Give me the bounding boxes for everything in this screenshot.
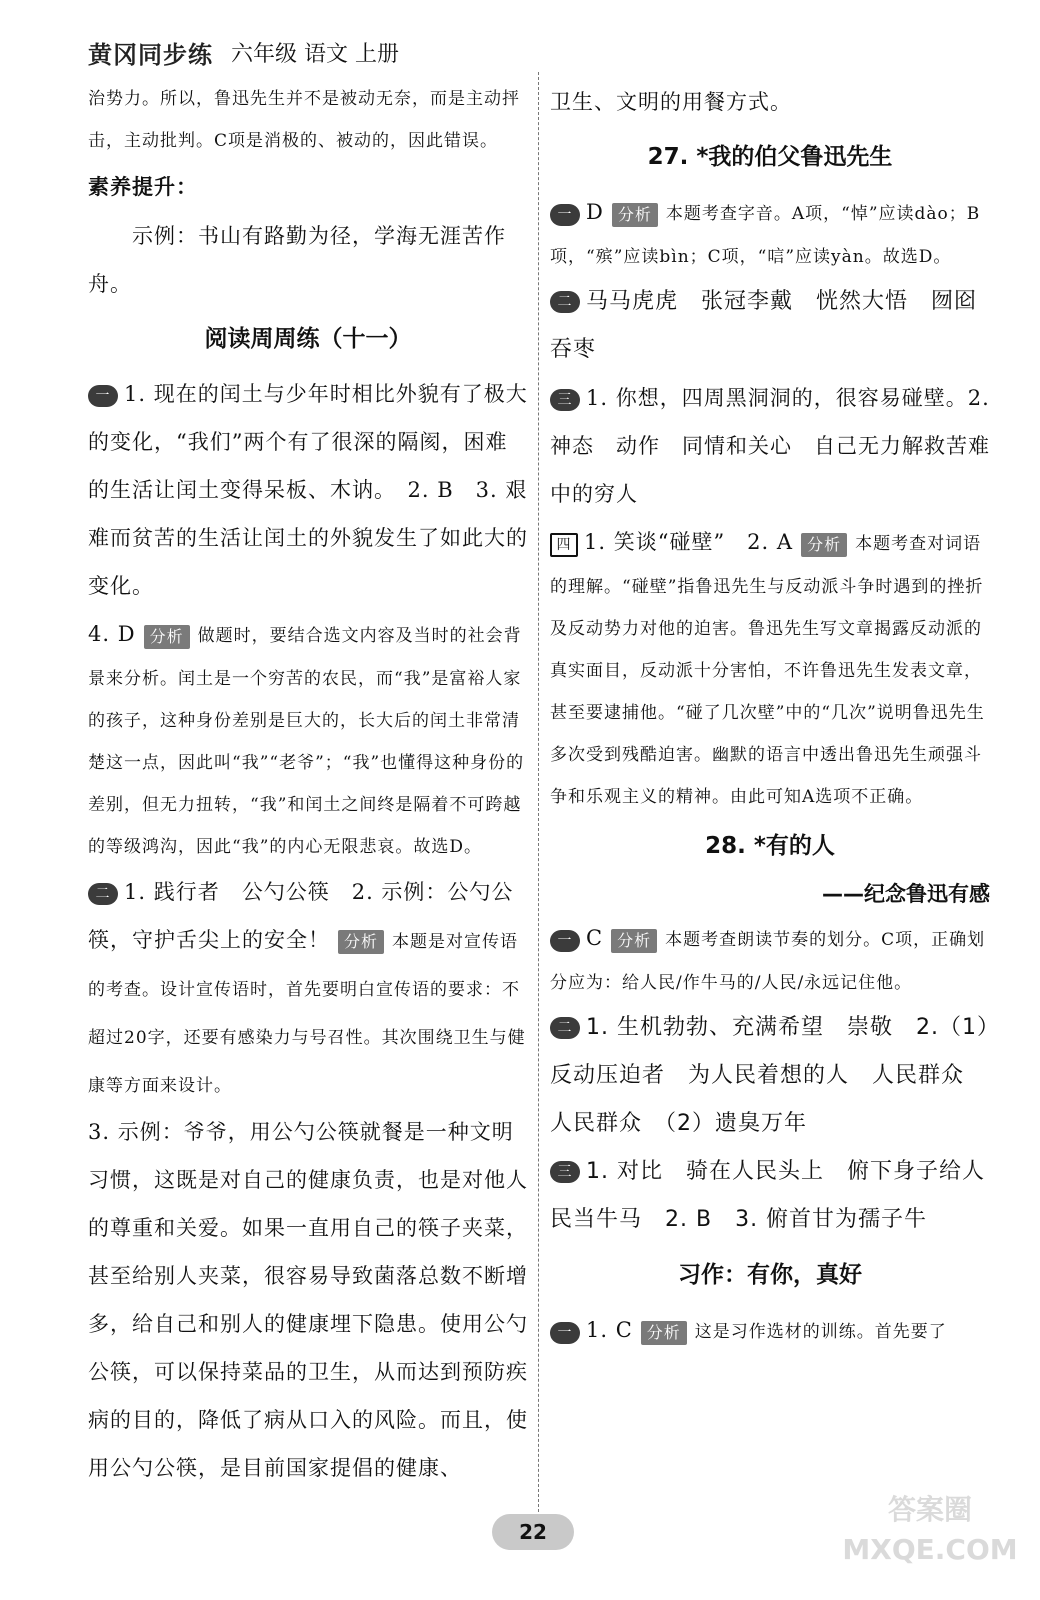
- suyang-label: 素养提升：: [88, 175, 198, 199]
- answer-q4: [88, 610, 528, 868]
- left-column: [88, 78, 528, 1492]
- analysis-text: 本题考查字音。A项，“悼”应读dào；B项，“殡”应读bìn；C项，“唁”应读yàn。故选D。: [550, 204, 981, 267]
- l27-answer-1: [550, 188, 990, 278]
- section-number-badge: 三: [550, 1161, 580, 1183]
- analysis-tag: 分析: [338, 930, 384, 954]
- answer-label: C: [586, 926, 604, 950]
- page-number: 22: [492, 1514, 574, 1550]
- analysis-tag: 分析: [641, 1321, 687, 1345]
- right-paragraph-0: 卫生、文明的用餐方式。: [550, 90, 792, 114]
- section-number-badge: 一: [550, 1322, 580, 1344]
- analysis-tag: 分析: [144, 625, 190, 649]
- page-header: [88, 34, 399, 70]
- analysis-text: 这是习作选材的训练。首先要了: [694, 1322, 947, 1342]
- lesson-title-28: 28. *有的人: [705, 833, 835, 859]
- section-number-badge: 一: [550, 930, 580, 952]
- section-number-badge: 一: [88, 385, 118, 407]
- answer-q3: 3. 示例：爷爷，用公勺公筷就餐是一种文明习惯，这既是对自己的健康负责，也是对他人的尊重和关爱。如果一直用自己的筷子夹菜，甚至给别人夹菜，很容易导致菌落总数不断增多，给自己和别人的健康埋下隐患。使用公勺公筷，可以保持菜品的卫生，从而达到预防疾病的目的，降低了病从口入的风险。而且，使用公勺公筷，是目前国家提倡的健康、: [88, 1120, 528, 1480]
- analysis-text: 本题是对宣传语的考查。设计宣传语时，首先要明白宣传语的要求：不超过20字，还要有感染力与号召性。其次围绕卫生与健康等方面来设计。: [88, 932, 526, 1096]
- answer-label: D: [586, 200, 604, 224]
- answer-label: 4. D: [88, 622, 136, 646]
- answer-block-2: [88, 868, 528, 1108]
- left-paragraph-1: 治势力。所以，鲁迅先生并不是被动无奈，而是主动抨击，主动批判。C项是消极的、被动的，因此错误。: [88, 89, 520, 151]
- analysis-text: 做题时，要结合选文内容及当时的社会背景来分析。闰土是一个穷苦的农民，而“我”是富裕人家的孩子，这种身份差别是巨大的，长大后的闰土非常清楚这一点，因此叫“我”“老爷”；“我”也懂得这种身份的差别，但无力扭转，“我”和闰土之间终是隔着不可跨越的等级鸿沟，因此“我”的内心无限悲哀。故选D。: [88, 626, 525, 857]
- section-number-badge: 一: [550, 204, 580, 226]
- writing-answer-1: [550, 1306, 990, 1354]
- answer-text: 1. 对比 骑在人民头上 俯下身子给人民当牛马 2. B 3. 俯首甘为孺子牛: [550, 1159, 985, 1232]
- answer-text: 1. 现在的闰土与少年时相比外貌有了极大的变化，“我们”两个有了很深的隔阂，困难的生活让闰土变得呆板、木讷。 2. B 3. 艰难而贫苦的生活让闰土的外貌发生了如此大的变化。: [88, 382, 528, 598]
- analysis-tag: 分析: [801, 533, 847, 557]
- l28-answer-2: [550, 1004, 990, 1148]
- writing-title: 习作：有你，真好: [678, 1262, 862, 1288]
- book-subtitle: 六年级 语文 上册: [231, 41, 399, 67]
- answer-text: 1. 你想，四周黑洞洞的，很容易碰壁。2. 神态 动作 同情和关心 自己无力解救苦难中的穷人: [550, 386, 990, 506]
- l28-answer-3: [550, 1148, 990, 1244]
- answer-label: 1. C: [586, 1318, 633, 1342]
- answer-label: 1. 笑谈“碰壁” 2. A: [584, 530, 794, 554]
- section-number-badge: 三: [550, 389, 580, 411]
- right-column: [550, 78, 990, 1354]
- l27-answer-4: [550, 518, 990, 818]
- section-number-badge: 二: [88, 883, 118, 905]
- analysis-tag: 分析: [611, 929, 657, 953]
- brand-logo: 黄冈同步练: [88, 40, 213, 69]
- l27-answer-3: [550, 374, 990, 518]
- l28-answer-1: [550, 914, 990, 1004]
- column-divider: [538, 72, 539, 1532]
- suyang-text: 示例：书山有路勤为径，学海无涯苦作舟。: [88, 224, 506, 296]
- analysis-tag: 分析: [612, 203, 658, 227]
- analysis-text: 本题考查对词语的理解。“碰壁”指鲁迅先生与反动派斗争时遇到的挫折及反动势力对他的迫害。鲁迅先生写文章揭露反动派的真实面目，反动派十分害怕，不许鲁迅先生发表文章，甚至要逮捕他。“碰了几次壁”中的“几次”说明鲁迅先生多次受到残酷迫害。幽默的语言中透出鲁迅先生顽强斗争和乐观主义的精神。由此可知A选项不正确。: [550, 534, 985, 807]
- analysis-text: 本题考查朗读节奏的划分。C项，正确划分应为：给人民/作牛马的/人民/永远记住他。: [550, 930, 986, 993]
- answer-text: 1. 生机勃勃、充满希望 崇敬 2.（1）反动压迫者 为人民着想的人 人民群众 人民群众 （2）遗臭万年: [550, 1015, 989, 1136]
- watermark-logo: 答案圈 MXQE.COM: [842, 1493, 1018, 1566]
- lesson-title-27: 27. *我的伯父鲁迅先生: [647, 144, 893, 170]
- l27-answer-2: [550, 278, 990, 374]
- section-number-badge: 二: [550, 1017, 580, 1039]
- lesson-subtitle-28: ——纪念鲁迅有感: [822, 882, 990, 906]
- section-number-badge: 二: [550, 291, 580, 313]
- answer-block-1: [88, 370, 528, 610]
- answer-text: 马马虎虎 张冠李戴 恍然大悟 囫囵吞枣: [550, 289, 978, 362]
- section-number-badge: 四: [550, 533, 578, 557]
- section-title: 阅读周周练（十一）: [204, 326, 412, 352]
- answer-text: 1. 践行者 公勺公筷 2. 示例：公勺公筷，守护舌尖上的安全！: [88, 880, 514, 952]
